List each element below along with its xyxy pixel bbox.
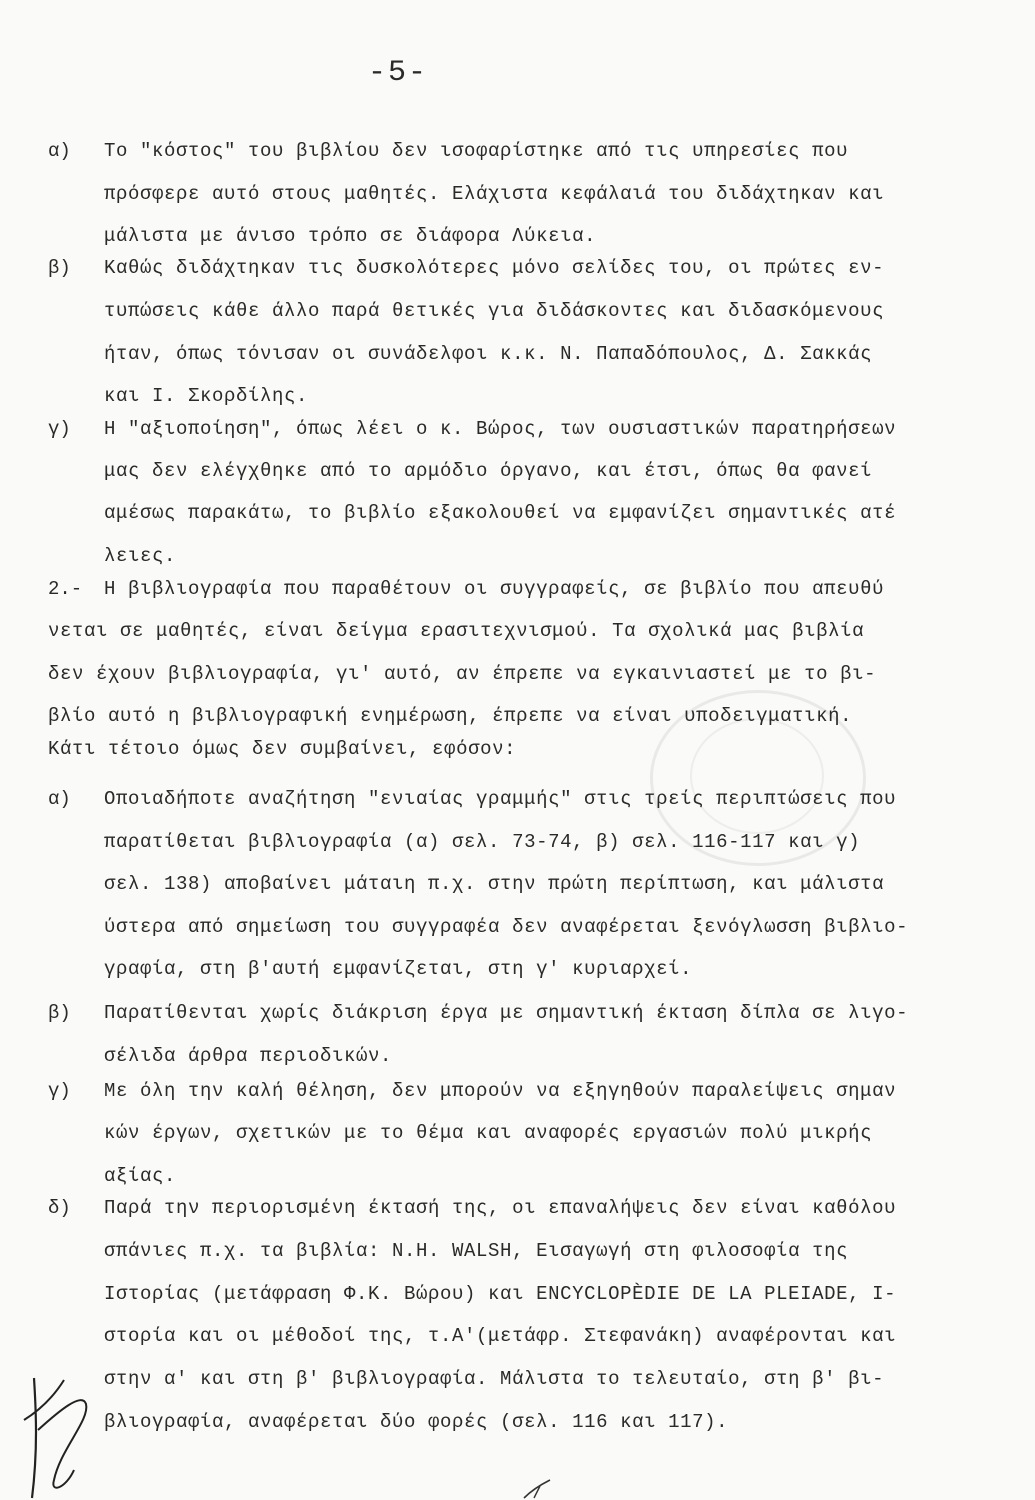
text-line: λειες. — [104, 545, 177, 567]
text-line: αμέσως παρακάτω, το βιβλίο εξακολουθεί να εμφανίζει σημαντικές ατέ — [104, 502, 897, 524]
text-line: στην α' και στη β' βιβλιογραφία. Μάλιστα το τελευταίο, στη β' βι- — [104, 1368, 885, 1390]
line-marker: δ) — [48, 1197, 71, 1219]
text-line: βλίο αυτό η βιβλιογραφική ενημέρωση, έπρεπε να είναι υποδειγματική. — [48, 705, 853, 727]
text-line: Με όλη την καλή θέληση, δεν μπορούν να εξηγηθούν παραλείψεις σημαν — [104, 1080, 897, 1102]
text-line: μας δεν ελέγχθηκε από το αρμόδιο όργανο, και έτσι, όπως θα φανεί — [104, 460, 873, 482]
text-line: σπάνιες π.χ. τα βιβλία: N.H. WALSH, Εισαγωγή στη φιλοσοφία της — [104, 1240, 849, 1262]
text-line: Κάτι τέτοιο όμως δεν συμβαίνει, εφόσον: — [48, 738, 517, 760]
line-marker: β) — [48, 1002, 71, 1024]
text-line: ύστερα από σημείωση του συγγραφέα δεν αναφέρεται ξενόγλωσση βιβλιο- — [104, 916, 909, 938]
text-line: αξίας. — [104, 1165, 177, 1187]
text-line: στορία και οι μέθοδοί της, τ.Α'(μετάφρ. Στεφανάκη) αναφέρονται και — [104, 1325, 897, 1347]
line-marker: α) — [48, 788, 71, 810]
line-marker: γ) — [48, 418, 71, 440]
line-marker: α) — [48, 140, 71, 162]
ghost-stamp-inner — [690, 718, 824, 834]
text-line: μάλιστα με άνισο τρόπο σε διάφορα Λύκεια. — [104, 225, 597, 247]
text-line: Το "κόστος" του βιβλίου δεν ισοφαρίστηκε από τις υπηρεσίες που — [104, 140, 849, 162]
text-line: Η βιβλιογραφία που παραθέτουν οι συγγραφείς, σε βιβλίο που απευθύ — [104, 578, 885, 600]
line-marker: γ) — [48, 1080, 71, 1102]
text-line: κών έργων, σχετικών με το θέμα και αναφορές εργασιών πολύ μικρής — [104, 1122, 873, 1144]
text-line: νεται σε μαθητές, είναι δείγμα ερασιτεχνισμού. Τα σχολικά μας βιβλία — [48, 620, 865, 642]
text-line: Παρά την περιορισμένη έκτασή της, οι επαναλήψεις δεν είναι καθόλου — [104, 1197, 897, 1219]
text-line: τυπώσεις κάθε άλλο παρά θετικές για διδάσκοντες και διδασκόμενους — [104, 300, 885, 322]
text-line: σελ. 138) αποβαίνει μάταιη π.χ. στην πρώτη περίπτωση, και μάλιστα — [104, 873, 885, 895]
text-line: Ιστορίας (μετάφραση Φ.Κ. Βώρου) και ENCYCLOPÈDIE DE LA PLEIADE, Ι- — [104, 1283, 897, 1305]
line-marker: β) — [48, 257, 71, 279]
text-line: ήταν, όπως τόνισαν οι συνάδελφοι κ.κ. Ν. Παπαδόπουλος, Δ. Σακκάς — [104, 343, 873, 365]
text-line: Παρατίθενται χωρίς διάκριση έργα με σημαντική έκταση δίπλα σε λιγο- — [104, 1002, 909, 1024]
line-marker: 2.- — [48, 578, 83, 600]
text-line: Καθώς διδάχτηκαν τις δυσκολότερες μόνο σελίδες του, οι πρώτες εν- — [104, 257, 885, 279]
text-line: βλιογραφία, αναφέρεται δύο φορές (σελ. 116 και 117). — [104, 1411, 729, 1433]
text-line: σέλιδα άρθρα περιοδικών. — [104, 1045, 393, 1067]
pen-mark-icon — [520, 1478, 560, 1500]
text-line: πρόσφερε αυτό στους μαθητές. Ελάχιστα κεφάλαιά του διδάχτηκαν και — [104, 183, 885, 205]
page-number: -5- — [368, 56, 429, 90]
handwritten-signature-icon — [20, 1370, 100, 1500]
text-line: Η "αξιοποίηση", όπως λέει ο κ. Βώρος, των ουσιαστικών παρατηρήσεων — [104, 418, 897, 440]
text-line: δεν έχουν βιβλιογραφία, γι' αυτό, αν έπρεπε να εγκαινιαστεί με το βι- — [48, 663, 877, 685]
text-line: παρατίθεται βιβλιογραφία (α) σελ. 73-74, β) σελ. 116-117 και γ) — [104, 831, 861, 853]
text-line: Οποιαδήποτε αναζήτηση "ενιαίας γραμμής" στις τρείς περιπτώσεις που — [104, 788, 897, 810]
text-line: γραφία, στη β'αυτή εμφανίζεται, στη γ' κυριαρχεί. — [104, 958, 693, 980]
text-line: και Ι. Σκορδίλης. — [104, 385, 309, 407]
